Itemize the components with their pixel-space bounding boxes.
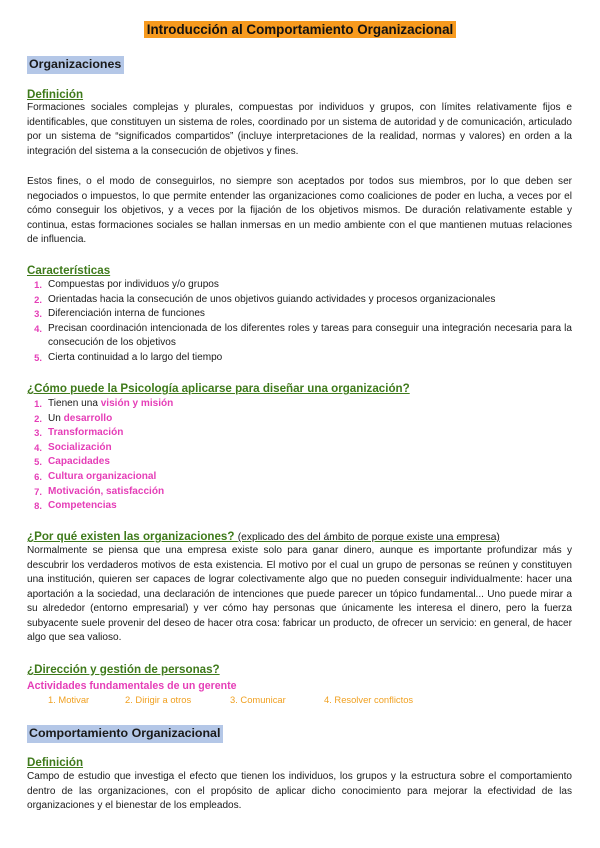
list-item: 6. Cultura organizacional (34, 470, 157, 482)
activity-item: 3. Comunicar (230, 694, 286, 705)
definicion-paragraph-1: Formaciones sociales complejas y plurales, compuestas por individuos y grupos, con límites relativamente fijos e identificables, que constituyen un sistema de roles, coordinado por un sistema de autoridad y de comunicación, articulado por un sistema de “significados compartidos” (incluye interpretaciones de la realidad, normas y valores) en orden a la integración del sistema a la consecución de objetivos y fines. (27, 102, 572, 157)
section-heading-comportamiento: Comportamiento Organizacional (27, 725, 223, 743)
list-item: 4. Precisan coordinación intencionada de los diferentes roles y tareas para conseguir una integración necesaria para la consecución de los objetivos (34, 322, 572, 349)
list-item: 1. Compuestas por individuos y/o grupos (34, 279, 219, 290)
porque-paragraph: Normalmente se piensa que una empresa existe solo para ganar dinero, aunque es importante profundizar más y descubrir los verdaderos motivos de esta existencia. El motivo por el cual un grupo de personas se reúnen y constituyen una institución, quieren ser capaces de lograr colectivamente algo que no pueden conseguir individualmente: hacer una aportación a la sociedad, una declaración de intenciones que puede parecer un tópico fundamental... Uno puede mirar a su alrededor (entorno empresarial) y ver cómo hay personas que únicamente les interesa el dinero, pero la fuerza subyacente suele provenir del deseo de hacer otra cosa: fabricar un producto, de ofrecer un servicio: en general, de hacer algo que sea valioso. (27, 545, 572, 643)
direccion-subheading: Actividades fundamentales de un gerente (27, 680, 237, 692)
direccion-heading: ¿Dirección y gestión de personas? (27, 663, 220, 676)
list-item: 7. Motivación, satisfacción (34, 485, 165, 497)
definicion-heading: Definición (27, 88, 84, 101)
list-item: 8. Competencias (34, 500, 117, 512)
section-heading-organizaciones: Organizaciones (27, 56, 124, 74)
activity-item: 1. Motivar (48, 694, 90, 705)
list-item: 3. Diferenciación interna de funciones (34, 308, 205, 320)
list-item: 1. Tienen una visión y misión (34, 398, 174, 409)
porque-note: (explicado des del ámbito de porque existe una empresa) (237, 532, 500, 543)
activity-item: 4. Resolver conflictos (324, 694, 414, 705)
activity-item: 2. Dirigir a otros (125, 694, 192, 705)
list-item: 4. Socialización (34, 441, 112, 453)
co-definicion-heading: Definición (27, 756, 84, 769)
co-definicion-paragraph: Campo de estudio que investiga el efecto que tienen los individuos, los grupos y la estructura sobre el comportamiento dentro de las organizaciones, con el propósito de aplicar dicho conocimiento para mejorar la efectividad de las organizaciones y el bienestar de los empleados. (27, 771, 572, 811)
caracteristicas-heading: Características (27, 264, 111, 277)
list-item: 5. Capacidades (34, 456, 110, 468)
list-item: 2. Orientadas hacia la consecución de unos objetivos guiando actividades y procesos organizacionales (34, 293, 496, 305)
list-item: 5. Cierta continuidad a lo largo del tiempo (34, 351, 223, 363)
list-item: 3. Transformación (34, 427, 124, 439)
document-title: Introducción al Comportamiento Organizacional (144, 21, 457, 38)
psicologia-list (27, 397, 173, 514)
psicologia-heading: ¿Cómo puede la Psicología aplicarse para diseñar una organización? (27, 382, 410, 395)
caracteristicas-list (27, 278, 572, 366)
porque-heading: ¿Por qué existen las organizaciones? (explicado des del ámbito de porque existe una empresa) (27, 530, 500, 543)
definicion-paragraph-2: Estos fines, o el modo de conseguirlos, no siempre son aceptados por todos sus miembros, por lo que deben ser negociados o impuestos, lo que permite entender las organizaciones como coaliciones de poder en lucha, a veces por el cómo conseguir los objetivos, y a veces por la fijación de los objetivos mismos. De duración relativamente estable y continua, estas formaciones sociales se hallan inmersas en un medio ambiente con el que mantienen mutuas relaciones de influencia. (27, 176, 572, 245)
title-container (0, 21, 600, 39)
list-item: 2. Un desarrollo (34, 412, 113, 424)
